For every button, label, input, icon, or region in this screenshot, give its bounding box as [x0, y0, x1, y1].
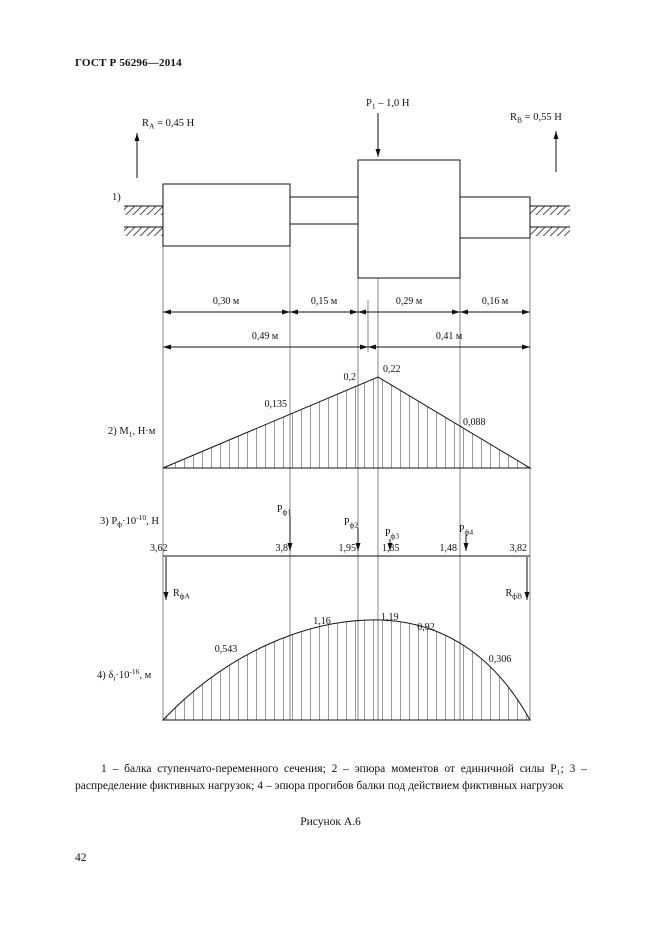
dim-0-49: 0,49 м [251, 331, 279, 342]
deflection-axis-label: 4) $\delta_i\cdot 10^{-16}$, м [97, 667, 152, 683]
dim-0-16: 0,16 м [481, 296, 509, 307]
load-value-362: 3,62 [150, 543, 168, 554]
load-value-38: 3,8 [275, 543, 288, 554]
dim-0-15: 0,15 м [310, 296, 338, 307]
support-left [124, 206, 163, 236]
load-value-148: 1,48 [439, 543, 457, 554]
moment-axis-label: 2) $M_1$, Н·м [108, 426, 156, 439]
figure-number: Рисунок А.6 [300, 816, 361, 828]
beam-item-label: 1) [112, 192, 121, 203]
dim-0-30: 0,30 м [212, 296, 240, 307]
moment-value-02: 0,2 [343, 372, 356, 383]
load-value-382: 3,82 [509, 543, 527, 554]
load-value-195: 1,95 [338, 543, 356, 554]
load-pf4-label: $P_{ф4}$ [458, 524, 474, 537]
dim-0-41: 0,41 м [435, 331, 463, 342]
load-pf1-label: $P_{ф1}$ [276, 504, 292, 517]
load-pf3-label: $P_{ф3}$ [384, 528, 400, 541]
dimension-lines [163, 312, 530, 347]
deflection-value-119: 1,19 [381, 612, 399, 623]
beam-steps [163, 160, 530, 278]
moment-value-0135: 0,135 [264, 399, 287, 410]
loads-axis-label: 3) $P_ф\cdot 10^{-10}$, Н [100, 513, 159, 529]
support-right [530, 206, 570, 236]
moment-value-0088: 0,088 [463, 417, 486, 428]
load-pf2-label: $P_{ф2}$ [343, 517, 359, 530]
deflection-value-0543: 0,543 [214, 644, 238, 655]
force-arrows [137, 113, 556, 178]
load-reaction-a-label: $R_{фА}$ [173, 588, 190, 601]
deflection-value-092: 0,92 [417, 622, 435, 633]
deflection-value-116: 1,16 [313, 616, 331, 627]
page-number: 42 [75, 852, 87, 864]
deflection-value-0306: 0,306 [488, 654, 512, 665]
deflection-diagram [163, 620, 530, 720]
reaction-a-label: $R_A = 0,45$ Н [142, 118, 195, 131]
moment-value-022: 0,22 [383, 364, 401, 375]
page-header: ГОСТ Р 56296—2014 [75, 57, 182, 69]
figure-caption: 1 – балка ступенчато-переменного сечения; 2 – эпюра моментов от единичной силы Р₁; 3 – распределение фиктивных нагрузок; 4 – эпюра прогибов балки под действием фиктивных нагрузок [75, 763, 587, 793]
load-reaction-b-label: $R_{фВ}$ [505, 588, 522, 601]
force-p1-label: $P_1 - 1,0$ Н [366, 98, 410, 111]
load-value-135: 1,35 [382, 543, 400, 554]
reaction-b-label: $R_B = 0,55$ Н [510, 112, 562, 125]
dim-0-29: 0,29 м [395, 296, 423, 307]
